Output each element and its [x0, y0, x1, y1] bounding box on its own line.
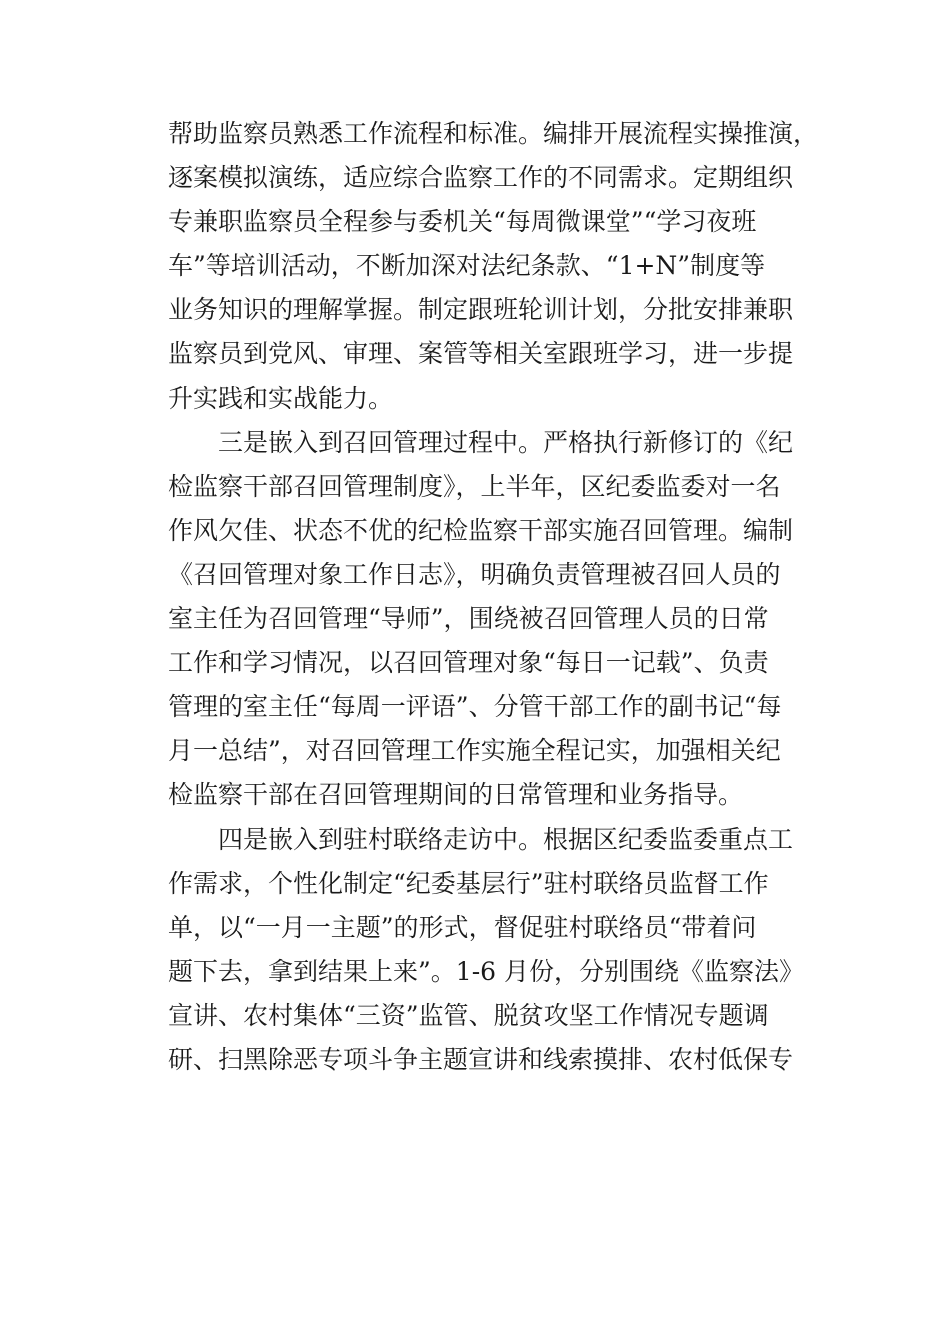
text-line: 逐案模拟演练，适应综合监察工作的不同需求。定期组织	[168, 163, 794, 193]
paragraph-continuation	[168, 112, 819, 421]
text-line: 升实践和实战能力。	[168, 383, 394, 413]
text-line-first: 三是嵌入到召回管理过程中。严格执行新修订的《纪	[218, 427, 794, 457]
text-line: 工作和学习情况，以召回管理对象“每日一记载”、负责	[168, 648, 769, 678]
text-line: 《召回管理对象工作日志》，明确负责管理被召回人员的	[168, 559, 781, 589]
text-line-first: 四是嵌入到驻村联络走访中。根据区纪委监委重点工	[218, 824, 794, 854]
text-line: 室主任为召回管理“导师”，围绕被召回管理人员的日常	[168, 604, 769, 634]
text-line: 监察员到党风、审理、案管等相关室跟班学习，进一步提	[168, 339, 794, 369]
text-line: 作需求，个性化制定“纪委基层行”驻村联络员监督工作	[168, 868, 769, 898]
text-line: 宣讲、农村集体“三资”监管、脱贫攻坚工作情况专题调	[168, 1000, 769, 1030]
text-line: 单，以“一月一主题”的形式，督促驻村联络员“带着问	[168, 912, 757, 942]
paragraph-point-three	[168, 421, 794, 818]
paragraph-point-four	[168, 818, 804, 1083]
body-text	[168, 112, 819, 1082]
text-line: 月一总结”，对召回管理工作实施全程记实，加强相关纪	[168, 736, 781, 766]
text-line: 题下去，拿到结果上来”。1-6 月份，分别围绕《监察法》	[168, 956, 804, 986]
text-line: 管理的室主任“每周一评语”、分管干部工作的副书记“每	[168, 692, 782, 722]
text-line: 业务知识的理解掌握。制定跟班轮训计划，分批安排兼职	[168, 295, 794, 325]
text-line: 帮助监察员熟悉工作流程和标准。编排开展流程实操推演，	[168, 119, 819, 148]
text-line: 研、扫黑除恶专项斗争主题宣讲和线索摸排、农村低保专	[168, 1044, 794, 1074]
text-line: 作风欠佳、状态不优的纪检监察干部实施召回管理。编制	[168, 515, 794, 545]
text-line: 专兼职监察员全程参与委机关“每周微课堂”“学习夜班	[168, 207, 757, 237]
text-line: 车”等培训活动，不断加深对法纪条款、“1+N”制度等	[168, 251, 766, 281]
text-line: 检监察干部召回管理制度》，上半年，区纪委监委对一名	[168, 471, 781, 501]
text-line: 检监察干部在召回管理期间的日常管理和业务指导。	[168, 780, 744, 810]
